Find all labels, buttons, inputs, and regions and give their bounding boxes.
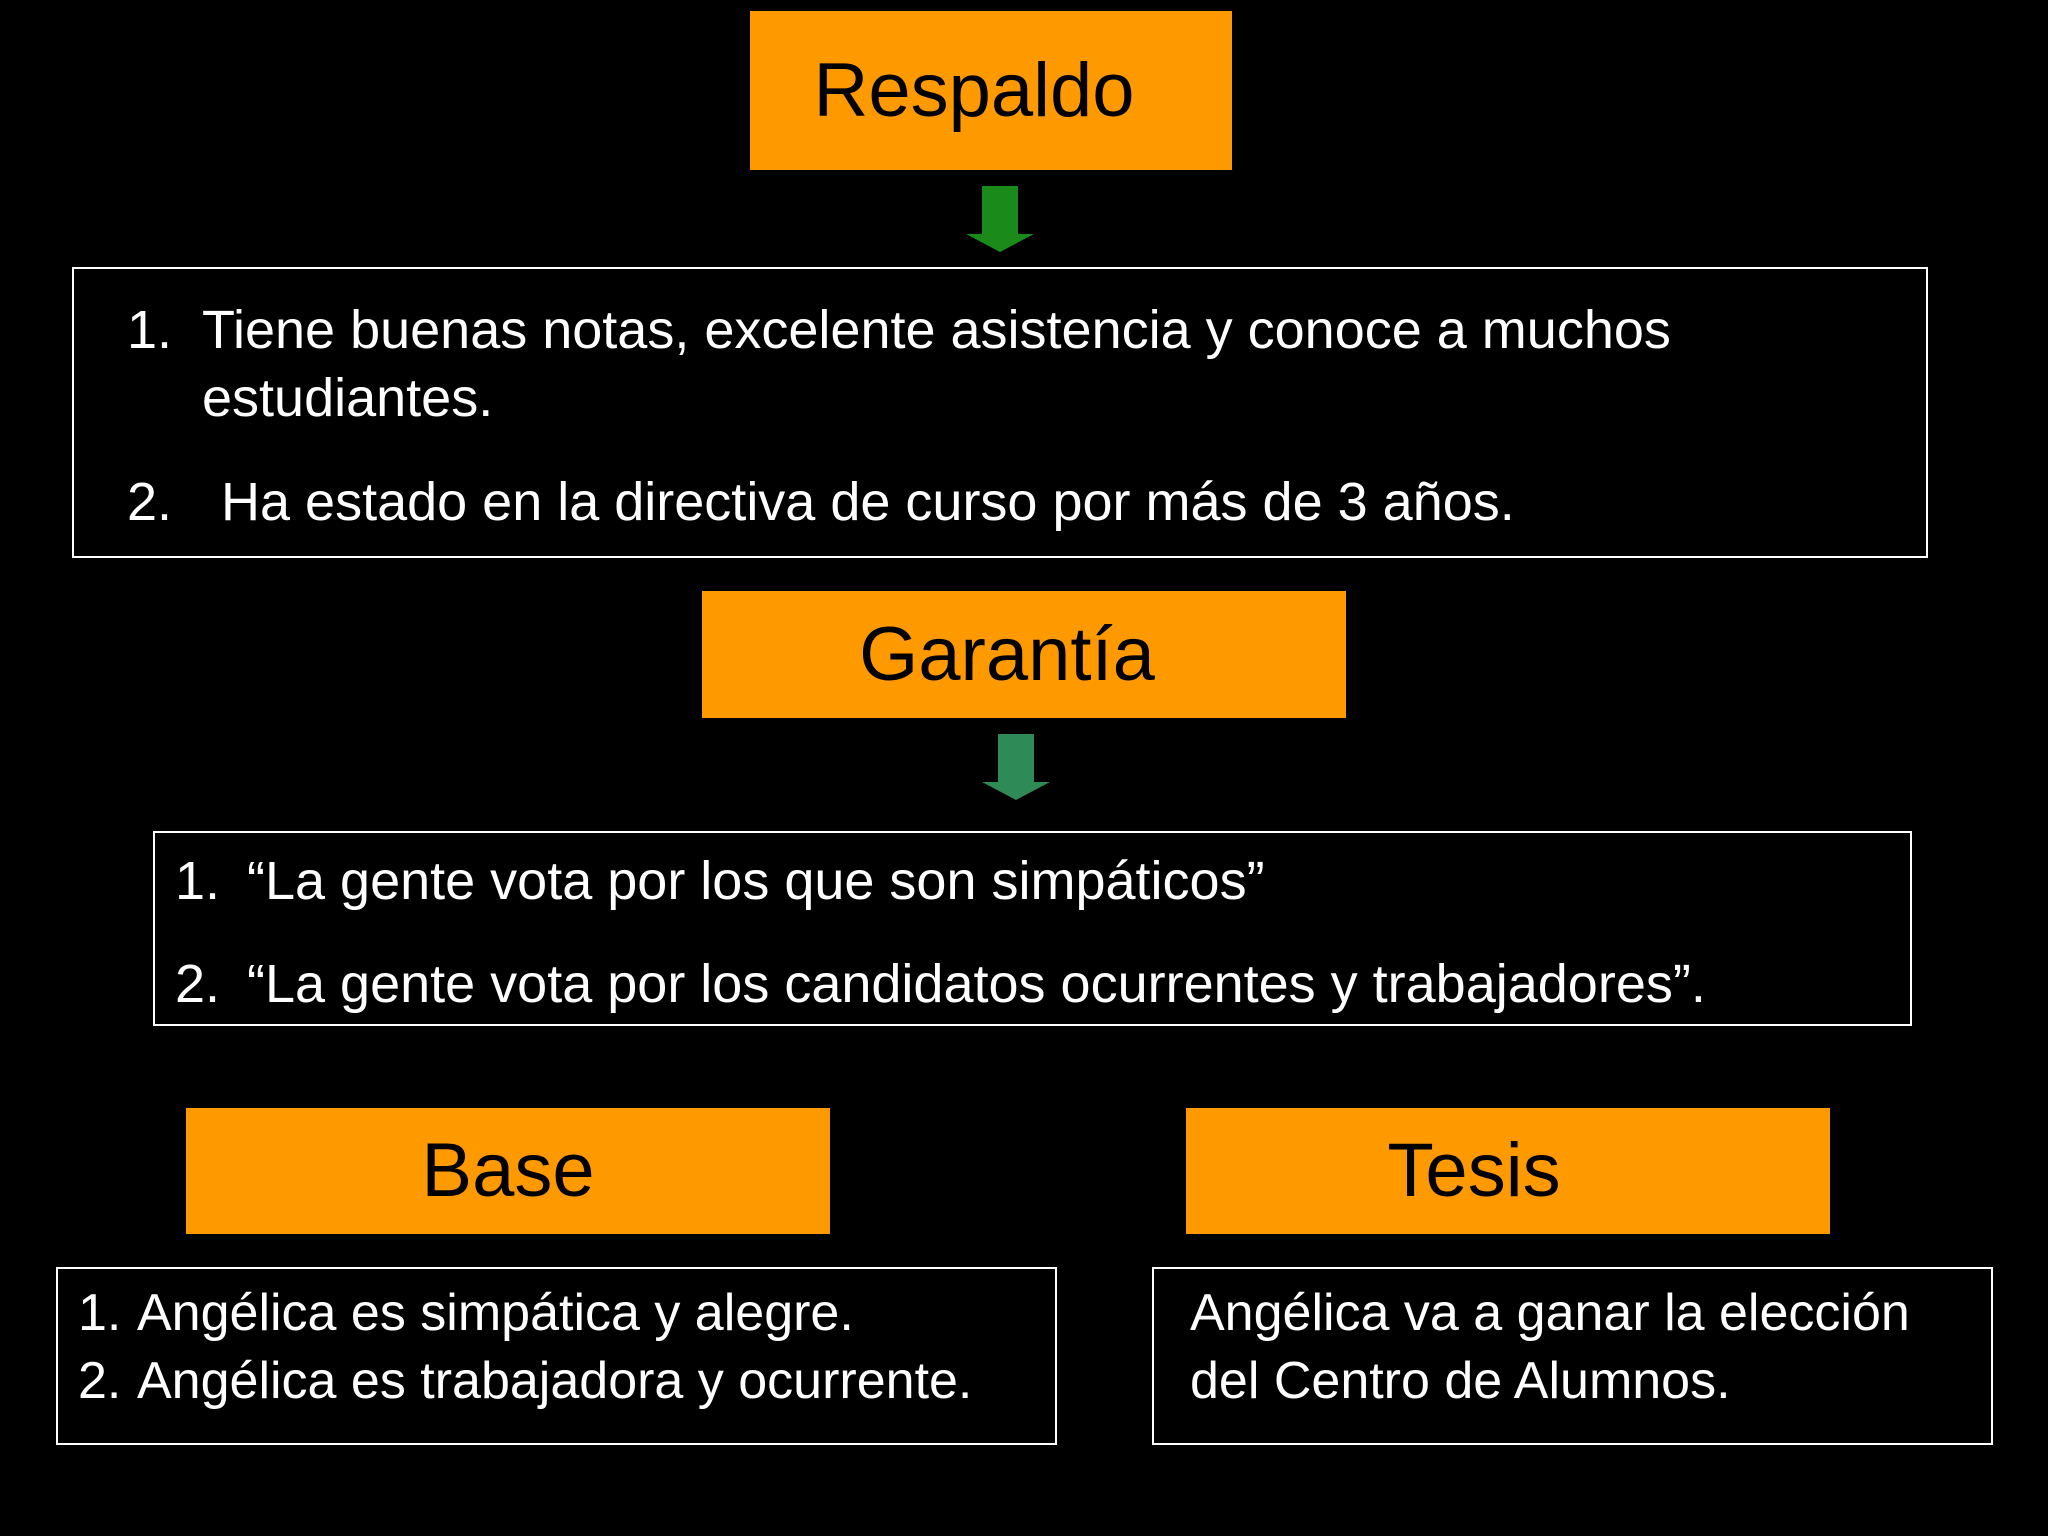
respaldo-title: Respaldo (813, 47, 1135, 133)
list-item (175, 951, 1895, 1017)
list-item-number: 2. (78, 1352, 122, 1410)
tesis-label (1186, 1108, 1830, 1234)
list-item-number: 1. (127, 300, 173, 360)
tesis-box (1152, 1267, 1993, 1445)
list-item-number: 1. (175, 851, 221, 911)
list-item (78, 1347, 1058, 1415)
list-item-number: 2. (127, 472, 173, 532)
base-label (186, 1108, 830, 1234)
list-item-text: “La gente vota por los candidatos ocurrentes y trabajadores”. (247, 954, 1706, 1014)
list-item-text: Angélica es trabajadora y ocurrente. (137, 1352, 973, 1410)
garantia-box (153, 831, 1912, 1026)
list-item-number: 1. (78, 1284, 122, 1342)
garantia-title: Garantía (859, 611, 1155, 697)
base-title: Base (421, 1128, 595, 1213)
base-list (78, 1279, 1058, 1415)
garantia-list (175, 848, 1895, 1017)
down-arrow-icon (980, 734, 1052, 800)
list-item (78, 1279, 1058, 1347)
list-item (127, 468, 1887, 536)
list-item-text: Ha estado en la directiva de curso por más de 3 años. (221, 472, 1515, 532)
list-item-text: Tiene buenas notas, excelente asistencia y conoce a muchos estudiantes. (202, 300, 1671, 428)
list-item-text: “La gente vota por los que son simpáticos” (247, 851, 1265, 911)
respaldo-box (72, 267, 1928, 558)
base-box (56, 1267, 1057, 1445)
list-item-number: 2. (175, 954, 221, 1014)
respaldo-label (750, 11, 1232, 170)
list-item (175, 848, 1895, 914)
tesis-text: Angélica va a ganar la elección del Centro de Alumnos. (1190, 1284, 1910, 1410)
list-item-text: Angélica es simpática y alegre. (137, 1284, 854, 1342)
down-arrow-icon (964, 186, 1036, 252)
list-item (127, 296, 1887, 432)
garantia-label (702, 591, 1346, 718)
respaldo-list (127, 296, 1887, 536)
tesis-title: Tesis (1387, 1128, 1561, 1213)
